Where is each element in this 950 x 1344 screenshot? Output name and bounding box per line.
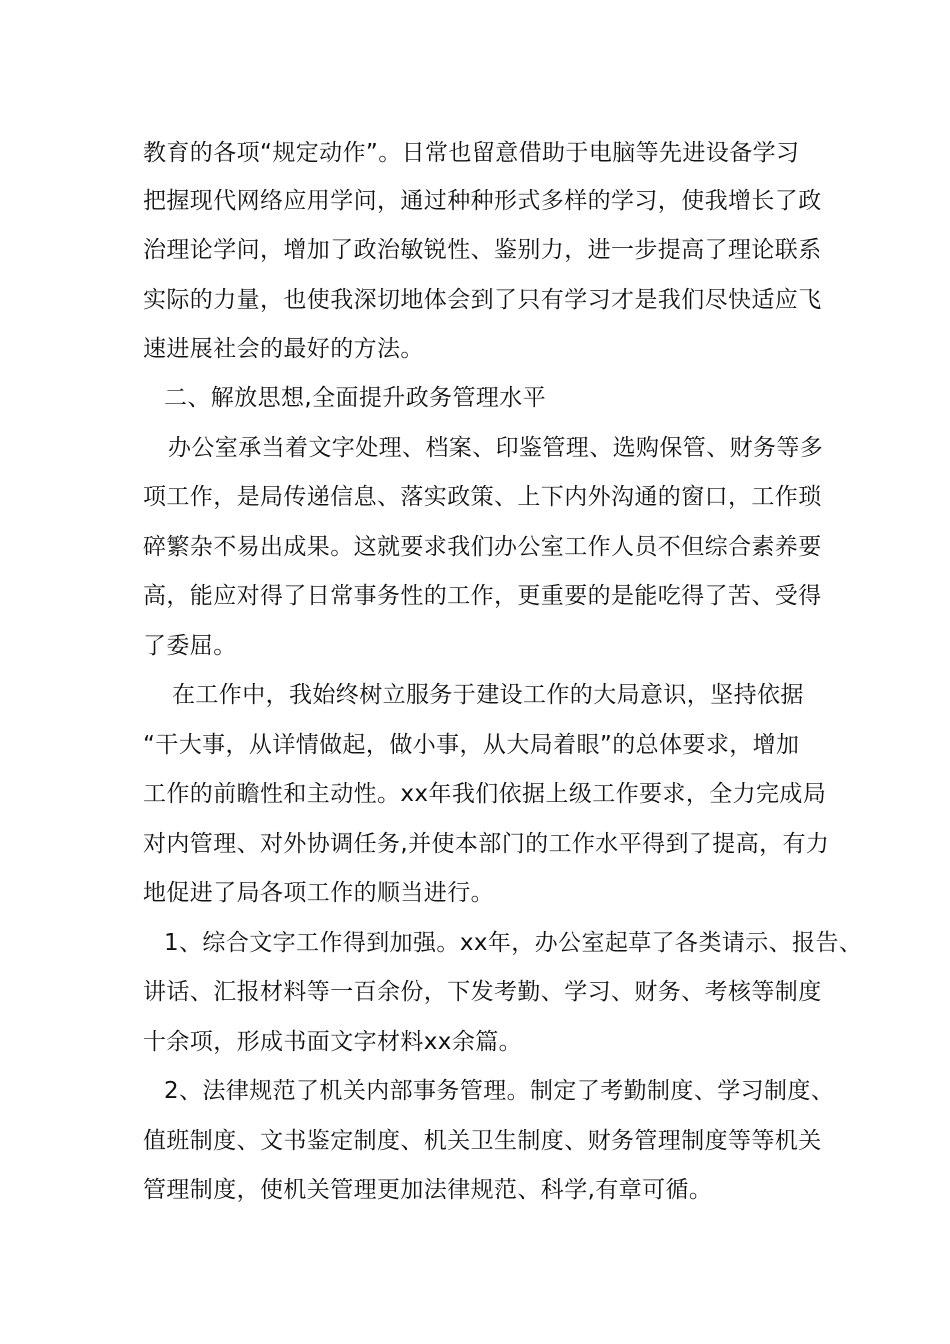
text-line: 十余项，形成书面文字材料xx余篇。 — [143, 1029, 523, 1055]
text-line: 教育的各项“规定动作”。日常也留意借助于电脑等先进设备学习 — [143, 140, 800, 166]
text-line: 把握现代网络应用学问，通过种种形式多样的学习，使我增长了政 — [143, 188, 822, 214]
list-item-1: 1、综合文字工作得到加强。xx年，办公室起草了各类请示、报告、 — [164, 930, 863, 956]
text-line: 对内管理、对外协调任务,并使本部门的工作水平得到了提高，有力 — [143, 831, 830, 857]
text-line: 治理论学问，增加了政治敏锐性、鉴别力，进一步提高了理论联系 — [143, 237, 822, 263]
text-line: 高，能应对得了日常事务性的工作，更重要的是能吃得了苦、受得 — [143, 583, 822, 609]
text-line: 了委屈。 — [143, 633, 237, 659]
text-line: 速进展社会的最好的方法。 — [143, 336, 424, 362]
text-line: 碎繁杂不易出成果。这就要求我们办公室工作人员不但综合素养要 — [143, 534, 822, 560]
text-line: 值班制度、文书鉴定制度、机关卫生制度、财务管理制度等等机关 — [143, 1128, 822, 1154]
text-line: “干大事，从详情做起，做小事，从大局着眼”的总体要求，增加 — [143, 732, 800, 758]
text-line: 在工作中，我始终树立服务于建设工作的大局意识，坚持依据 — [172, 682, 804, 708]
text-line: 管理制度，使机关管理更加法律规范、科学,有章可循。 — [143, 1177, 713, 1203]
text-line: 办公室承当着文字处理、档案、印鉴管理、选购保管、财务等多 — [168, 435, 824, 461]
section-heading: 二、解放思想,全面提升政务管理水平 — [164, 385, 547, 411]
text-line: 工作的前瞻性和主动性。xx年我们依据上级工作要求，全力完成局 — [143, 781, 827, 807]
list-item-2: 2、法律规范了机关内部事务管理。制定了考勤制度、学习制度、 — [164, 1078, 835, 1104]
text-line: 地促进了局各项工作的顺当进行。 — [143, 880, 494, 906]
text-line: 实际的力量，也使我深切地体会到了只有学习才是我们尽快适应飞 — [143, 287, 822, 313]
text-line: 项工作，是局传递信息、落实政策、上下内外沟通的窗口，工作琐 — [143, 484, 822, 510]
text-line: 讲话、汇报材料等一百余份，下发考勤、学习、财务、考核等制度 — [143, 979, 822, 1005]
